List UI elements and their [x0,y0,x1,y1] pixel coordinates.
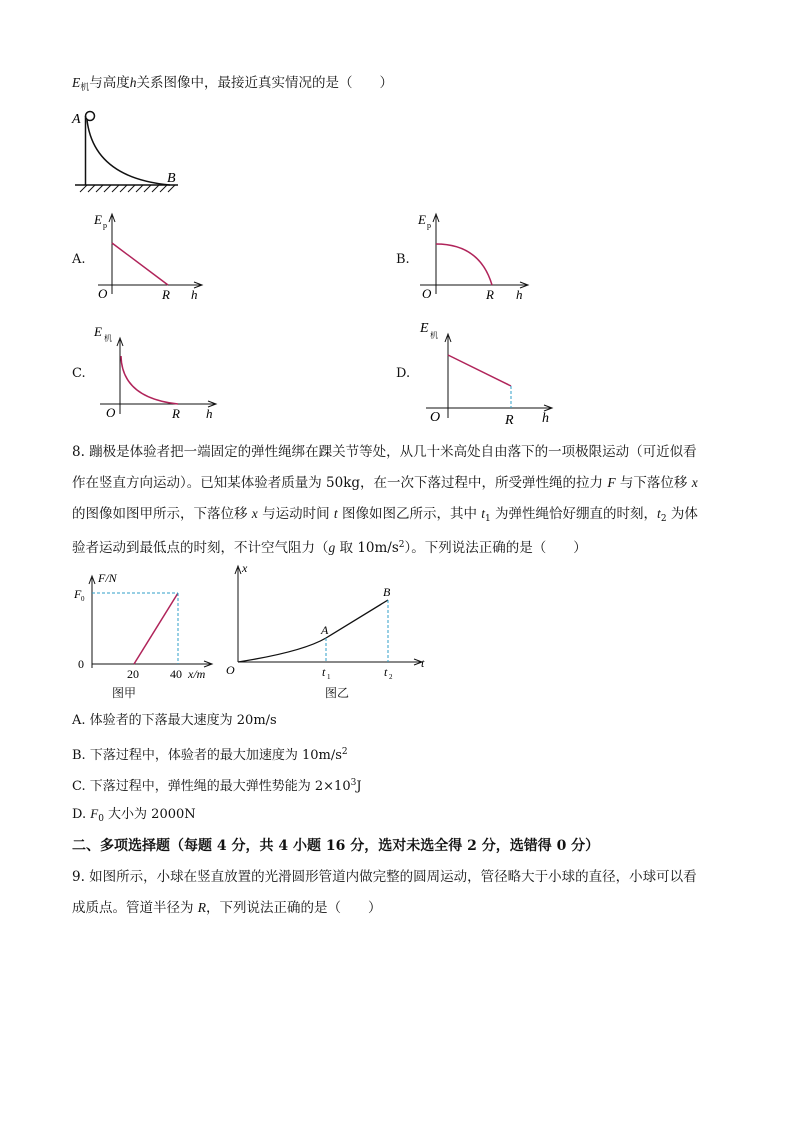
tick-20: 20 [127,667,139,681]
origin: O [226,663,235,677]
q7-intro [72,73,393,98]
f0-label: F [74,587,82,601]
r-label: R [486,287,494,302]
q8-sup: 2 [398,540,405,550]
ylabel-sub: p [103,221,107,230]
q8-t2: t [657,506,661,521]
figure-yi [222,560,437,690]
r-label: R [505,413,514,428]
choice-text: J [356,779,362,794]
x-t-curve [238,600,388,662]
r-label: R [172,406,180,421]
choice-text: C. 下落过程中，弹性绳的最大弹性势能为 2×10 [72,779,351,794]
h-label: h [542,411,549,426]
q8-t: t [333,506,338,521]
t2-label: t [384,665,388,679]
point-b: B [383,585,391,599]
choice-text: 大小为 2000N [103,807,196,822]
xlabel: t [421,656,425,670]
q8-choice-a[interactable]: A. 体验者的下落最大速度为 20m/s [72,713,277,728]
q8-text: ）。下列说法正确的是（ ） [404,540,587,556]
q7-intro-h: h [129,75,137,90]
ylabel: F/N [98,571,117,585]
ylabel: E [94,212,102,227]
q8-text: 作在竖直方向运动）。已知某体验者质量为 50kg，在一次下落过程中，所受弹性绳的拉力 [72,475,608,491]
q8-line1: 8. 蹦极是体验者把一端固定的弹性绳绑在踝关节等处，从几十米高处自由落下的一项极限运动（可近似看 [72,444,697,460]
track-figure [72,108,182,198]
zero-label: 0 [78,657,84,671]
origin: O [422,286,432,301]
option-b-graph[interactable] [412,208,542,303]
q8-text: 图像如图乙所示，其中 [337,506,482,522]
q8-choice-c[interactable] [72,773,362,797]
q8-line3 [72,504,698,529]
choice-sup: 3 [350,778,357,788]
section-2-title: 二、多项选择题（每题 4 分，共 4 小题 16 分，选对未选全得 2 分，选错得 0 分） [72,838,600,854]
ylabel: E [418,212,426,227]
choice-F: F [90,806,99,821]
f0-sub: 0 [81,595,85,603]
q9-line1: 9. 如图所示，小球在竖直放置的光滑圆形管道内做完整的圆周运动，管径略大于小球的直径，小球可以看 [72,869,697,885]
q9-text: 成质点。管道半径为 [72,900,198,916]
q9-R: R [197,900,207,915]
choice-text: B. 下落过程中，体验者的最大加速度为 10m/s [72,748,342,763]
ep-curve [436,244,492,285]
h-label: h [516,287,523,302]
q8-text: 验者运动到最低点的时刻，不计空气阻力（ [72,540,329,556]
q8-t1: t [481,506,486,521]
ylabel: E [94,324,102,339]
q8-choice-d[interactable] [72,804,196,829]
q8-t2-sub: 2 [660,514,667,524]
caption-yi: 图乙 [325,686,350,700]
origin: O [430,410,441,425]
q8-text: 为弹性绳恰好绷直的时刻， [490,506,658,522]
r-label: R [162,287,170,302]
ylabel-sub: p [427,221,431,230]
origin: O [106,405,116,420]
q8-F: F [607,475,616,490]
option-c-letter[interactable]: C. [72,366,86,381]
q8-text: 的图像如图甲所示，下落位移 [72,506,252,522]
ball-icon [86,112,95,121]
ylabel-sub: 机 [430,331,438,340]
t1-label: t [322,665,326,679]
e-line [448,355,511,386]
option-a-graph[interactable] [92,208,222,303]
q7-intro-text2: 关系图像中，最接近真实情况的是（ ） [136,75,394,91]
label-a: A [72,112,81,127]
q8-choice-b[interactable] [72,742,348,766]
option-c-graph[interactable] [92,318,227,423]
tick-40: 40 [170,667,182,681]
h-label: h [191,287,198,302]
option-d-graph[interactable] [414,318,564,428]
label-b: B [167,171,176,186]
q8-text: 为体 [666,506,698,522]
caption-jia: 图甲 [112,686,137,700]
figure-jia [72,568,222,708]
choice-sup: 2 [341,747,348,757]
track-curve [87,120,170,185]
ylabel: E [420,321,429,336]
t2-sub: 2 [389,673,393,681]
ylabel: x [242,561,248,575]
e-sub: 机 [80,83,90,93]
e-curve [121,356,178,404]
q8-x: x [691,475,698,490]
q9-line2 [72,898,382,918]
choice-text: D. [72,807,91,822]
ep-line [112,243,168,285]
option-b-letter[interactable]: B. [396,252,410,267]
q8-text: 取 10m/s [335,540,399,556]
q8-line4 [72,535,587,558]
q9-text: ，下列说法正确的是（ ） [206,900,382,916]
option-a-letter[interactable]: A. [72,252,86,267]
origin: O [98,286,108,301]
q8-text: 与运动时间 [257,506,334,522]
ylabel-sub: 机 [104,334,112,343]
e-symbol: E [72,75,81,90]
option-d-letter[interactable]: D. [396,366,411,381]
q8-text: 与下落位移 [615,475,692,491]
h-label: h [206,406,213,421]
q8-t1-sub: 1 [485,514,491,524]
xlabel: x/m [188,667,206,681]
q7-intro-text1: 与高度 [89,75,130,91]
force-line [134,593,178,664]
point-a: A [321,623,329,637]
q8-line2 [72,473,698,493]
q8-x: x [251,506,258,521]
choice-sub: 0 [98,814,104,824]
q8-g: g [328,540,336,555]
t1-sub: 1 [327,673,331,681]
